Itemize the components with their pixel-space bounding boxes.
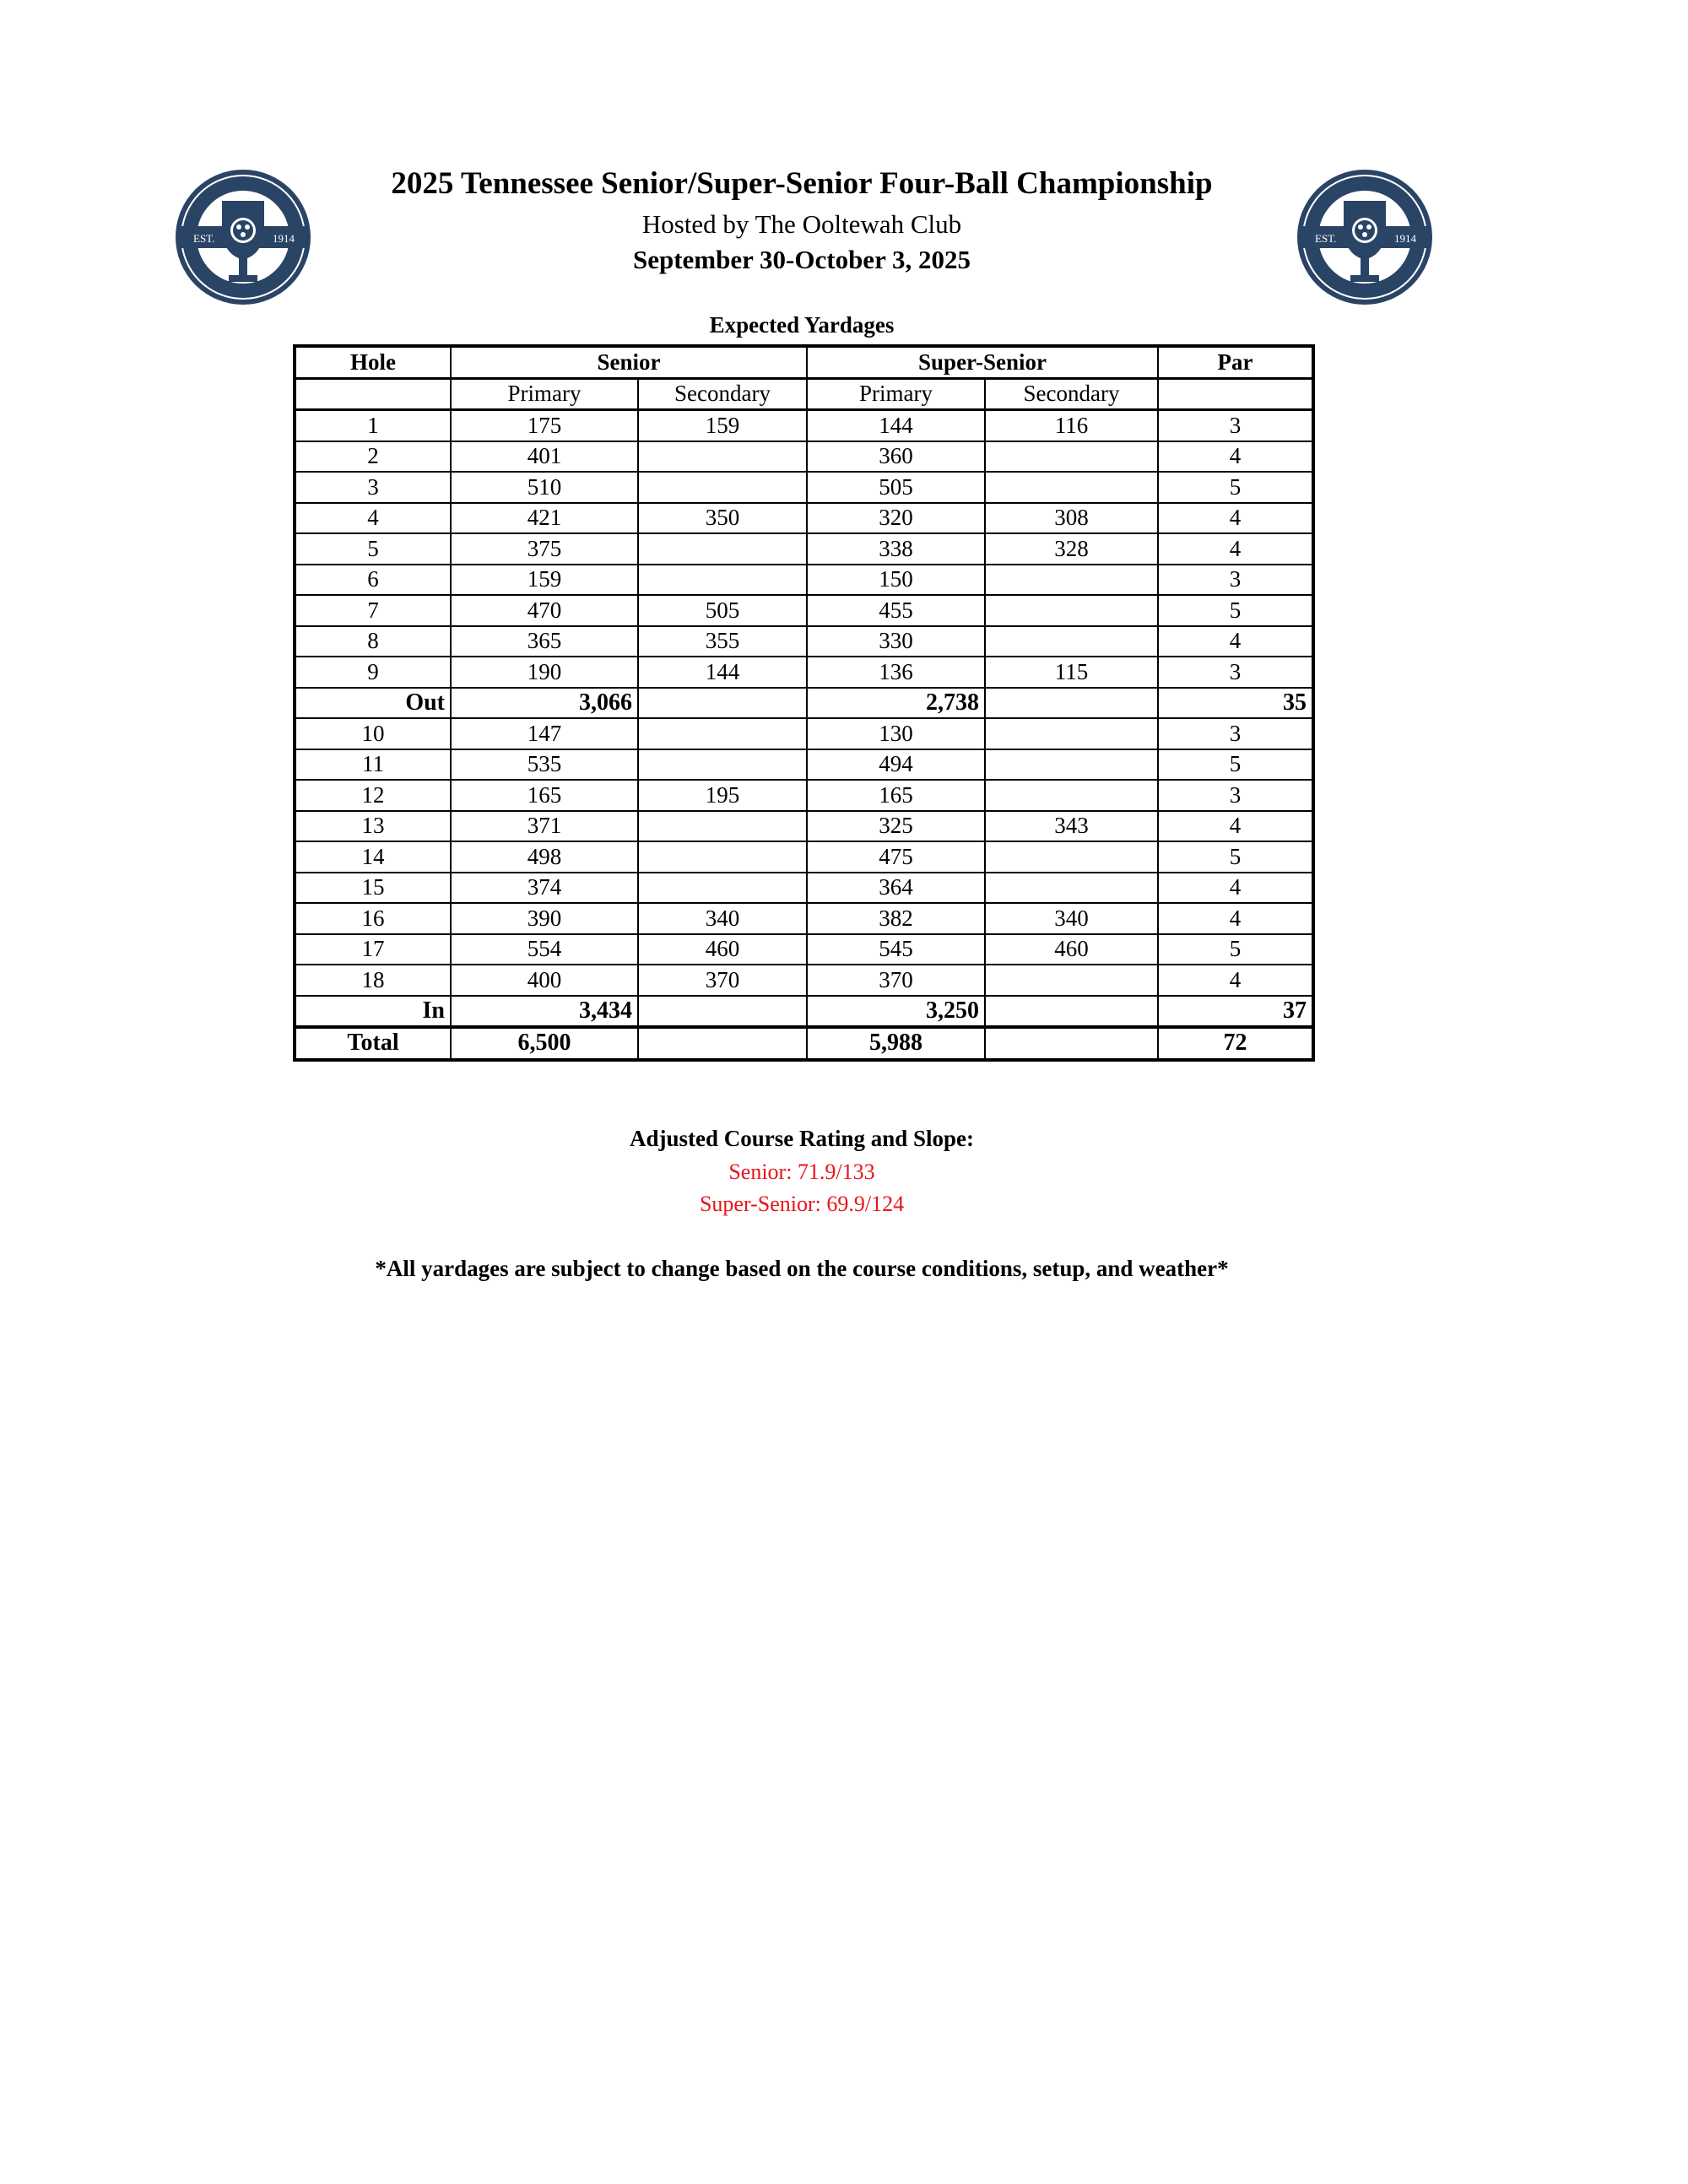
hole-cell: 11 — [295, 749, 451, 781]
hole-cell: 17 — [295, 934, 451, 965]
out-row — [295, 688, 1313, 719]
hole-cell: 16 — [295, 903, 451, 934]
super-senior-primary-cell: 455 — [807, 595, 985, 626]
hole-row — [295, 718, 1313, 749]
senior-primary-cell: 371 — [451, 811, 638, 842]
table-caption: Expected Yardages — [709, 312, 895, 338]
super-senior-secondary-cell — [985, 965, 1158, 996]
senior-secondary-cell: 195 — [638, 780, 807, 811]
total-super-senior-primary-cell: 5,988 — [807, 1027, 985, 1060]
par-cell: 5 — [1158, 934, 1313, 965]
super-senior-primary-cell: 150 — [807, 565, 985, 596]
senior-primary-cell: 147 — [451, 718, 638, 749]
super-senior-primary-cell: 364 — [807, 873, 985, 904]
super-senior-primary-cell: 494 — [807, 749, 985, 781]
in-row — [295, 996, 1313, 1028]
senior-primary-cell: 401 — [451, 441, 638, 473]
hole-row — [295, 657, 1313, 688]
svg-text:1914: 1914 — [273, 232, 295, 245]
in-par-cell: 37 — [1158, 996, 1313, 1028]
senior-secondary-cell — [638, 718, 807, 749]
par-cell: 4 — [1158, 626, 1313, 657]
hole-row — [295, 841, 1313, 873]
super-senior-primary-cell: 330 — [807, 626, 985, 657]
super-senior-primary-cell: 320 — [807, 503, 985, 534]
super-senior-primary-cell: 382 — [807, 903, 985, 934]
out-super-senior-secondary-cell — [985, 688, 1158, 719]
par-cell: 4 — [1158, 965, 1313, 996]
hole-cell: 9 — [295, 657, 451, 688]
senior-primary-header: Primary — [451, 378, 638, 410]
senior-secondary-cell — [638, 811, 807, 842]
super-senior-secondary-cell: 116 — [985, 410, 1158, 441]
hole-row — [295, 472, 1313, 503]
col-par: Par — [1158, 346, 1313, 378]
super-senior-secondary-cell — [985, 565, 1158, 596]
super-senior-primary-cell: 165 — [807, 780, 985, 811]
hole-row — [295, 749, 1313, 781]
super-senior-primary-cell: 545 — [807, 934, 985, 965]
hole-row — [295, 811, 1313, 842]
super-senior-secondary-cell — [985, 626, 1158, 657]
par-cell: 4 — [1158, 533, 1313, 565]
senior-primary-cell: 175 — [451, 410, 638, 441]
yardage-table — [293, 344, 1315, 1062]
par-cell: 5 — [1158, 749, 1313, 781]
total-super-senior-secondary-cell — [985, 1027, 1158, 1060]
hole-row — [295, 934, 1313, 965]
footnote: *All yardages are subject to change based on the course conditions, setup, and weather* — [375, 1256, 1229, 1281]
par-cell: 3 — [1158, 780, 1313, 811]
hole-cell: 8 — [295, 626, 451, 657]
hole-cell: 10 — [295, 718, 451, 749]
total-row — [295, 1027, 1313, 1060]
super-senior-primary-cell: 360 — [807, 441, 985, 473]
super-senior-primary-cell: 370 — [807, 965, 985, 996]
in-hole-cell: In — [295, 996, 451, 1028]
hole-cell: 13 — [295, 811, 451, 842]
senior-primary-cell: 421 — [451, 503, 638, 534]
senior-secondary-cell: 460 — [638, 934, 807, 965]
super-senior-secondary-cell — [985, 595, 1158, 626]
hole-cell: 5 — [295, 533, 451, 565]
super-senior-secondary-cell: 115 — [985, 657, 1158, 688]
senior-primary-cell: 159 — [451, 565, 638, 596]
super-senior-primary-cell: 475 — [807, 841, 985, 873]
hole-row — [295, 965, 1313, 996]
super-senior-secondary-cell — [985, 841, 1158, 873]
senior-secondary-cell: 505 — [638, 595, 807, 626]
hole-row — [295, 441, 1313, 473]
senior-secondary-cell: 159 — [638, 410, 807, 441]
super-senior-primary-cell: 130 — [807, 718, 985, 749]
hole-row — [295, 903, 1313, 934]
blank-cell — [295, 378, 451, 410]
host-club: Hosted by The Ooltewah Club — [641, 209, 962, 239]
hole-cell: 6 — [295, 565, 451, 596]
ratings-heading: Adjusted Course Rating and Slope: — [629, 1126, 975, 1151]
hole-cell: 7 — [295, 595, 451, 626]
hole-row — [295, 503, 1313, 534]
senior-primary-cell: 165 — [451, 780, 638, 811]
par-cell: 5 — [1158, 595, 1313, 626]
super-senior-primary-cell: 338 — [807, 533, 985, 565]
senior-primary-cell: 535 — [451, 749, 638, 781]
super-senior-secondary-cell: 328 — [985, 533, 1158, 565]
senior-primary-cell: 498 — [451, 841, 638, 873]
super-senior-secondary-cell — [985, 749, 1158, 781]
senior-rating: Senior: 71.9/133 — [728, 1160, 875, 1184]
super-senior-secondary-cell: 340 — [985, 903, 1158, 934]
hole-row — [295, 873, 1313, 904]
senior-secondary-cell — [638, 873, 807, 904]
super-senior-secondary-cell — [985, 780, 1158, 811]
super-senior-secondary-cell: 343 — [985, 811, 1158, 842]
hole-cell: 3 — [295, 472, 451, 503]
out-super-senior-primary-cell: 2,738 — [807, 688, 985, 719]
event-dates: September 30-October 3, 2025 — [632, 245, 971, 274]
par-cell: 3 — [1158, 718, 1313, 749]
in-senior-secondary-cell — [638, 996, 807, 1028]
hole-cell: 1 — [295, 410, 451, 441]
hole-cell: 2 — [295, 441, 451, 473]
senior-secondary-cell: 144 — [638, 657, 807, 688]
in-senior-primary-cell: 3,434 — [451, 996, 638, 1028]
senior-secondary-cell: 355 — [638, 626, 807, 657]
hole-row — [295, 626, 1313, 657]
senior-secondary-cell — [638, 472, 807, 503]
senior-secondary-cell — [638, 749, 807, 781]
super-senior-secondary-cell — [985, 873, 1158, 904]
hole-row — [295, 410, 1313, 441]
hole-row — [295, 565, 1313, 596]
senior-secondary-cell: 340 — [638, 903, 807, 934]
senior-secondary-cell — [638, 565, 807, 596]
page-title: 2025 Tennessee Senior/Super-Senior Four-Ball Championship — [391, 166, 1213, 201]
par-cell: 5 — [1158, 472, 1313, 503]
senior-secondary-cell: 370 — [638, 965, 807, 996]
senior-primary-cell: 510 — [451, 472, 638, 503]
super-senior-secondary-cell: 460 — [985, 934, 1158, 965]
senior-primary-cell: 470 — [451, 595, 638, 626]
hole-row — [295, 533, 1313, 565]
par-cell: 3 — [1158, 657, 1313, 688]
out-senior-primary-cell: 3,066 — [451, 688, 638, 719]
col-senior: Senior — [451, 346, 807, 378]
super-senior-primary-cell: 505 — [807, 472, 985, 503]
par-cell: 5 — [1158, 841, 1313, 873]
svg-text:1914: 1914 — [1394, 232, 1416, 245]
super-senior-primary-header: Primary — [807, 378, 985, 410]
total-par-cell: 72 — [1158, 1027, 1313, 1060]
out-par-cell: 35 — [1158, 688, 1313, 719]
out-senior-secondary-cell — [638, 688, 807, 719]
super-senior-primary-cell: 136 — [807, 657, 985, 688]
svg-text:EST.: EST. — [1315, 232, 1337, 245]
col-super-senior: Super-Senior — [807, 346, 1158, 378]
subheader-row — [295, 378, 1313, 410]
par-cell: 4 — [1158, 903, 1313, 934]
senior-primary-cell: 190 — [451, 657, 638, 688]
senior-secondary-cell — [638, 441, 807, 473]
senior-secondary-cell: 350 — [638, 503, 807, 534]
super-senior-secondary-header: Secondary — [985, 378, 1158, 410]
senior-secondary-cell — [638, 841, 807, 873]
super-senior-secondary-cell — [985, 718, 1158, 749]
par-cell: 4 — [1158, 503, 1313, 534]
in-super-senior-secondary-cell — [985, 996, 1158, 1028]
par-cell: 4 — [1158, 441, 1313, 473]
par-cell: 3 — [1158, 410, 1313, 441]
senior-primary-cell: 374 — [451, 873, 638, 904]
blank-cell — [1158, 378, 1313, 410]
super-senior-secondary-cell — [985, 472, 1158, 503]
header-row — [295, 346, 1313, 378]
super-senior-secondary-cell: 308 — [985, 503, 1158, 534]
senior-primary-cell: 390 — [451, 903, 638, 934]
super-senior-primary-cell: 144 — [807, 410, 985, 441]
super-senior-rating: Super-Senior: 69.9/124 — [699, 1192, 905, 1216]
senior-primary-cell: 400 — [451, 965, 638, 996]
out-hole-cell: Out — [295, 688, 451, 719]
par-cell: 3 — [1158, 565, 1313, 596]
par-cell: 4 — [1158, 811, 1313, 842]
hole-cell: 18 — [295, 965, 451, 996]
hole-row — [295, 780, 1313, 811]
senior-secondary-header: Secondary — [638, 378, 807, 410]
senior-primary-cell: 375 — [451, 533, 638, 565]
senior-primary-cell: 554 — [451, 934, 638, 965]
par-cell: 4 — [1158, 873, 1313, 904]
hole-row — [295, 595, 1313, 626]
super-senior-secondary-cell — [985, 441, 1158, 473]
hole-cell: 12 — [295, 780, 451, 811]
senior-primary-cell: 365 — [451, 626, 638, 657]
total-senior-secondary-cell — [638, 1027, 807, 1060]
total-senior-primary-cell: 6,500 — [451, 1027, 638, 1060]
hole-cell: 4 — [295, 503, 451, 534]
senior-secondary-cell — [638, 533, 807, 565]
in-super-senior-primary-cell: 3,250 — [807, 996, 985, 1028]
hole-cell: 14 — [295, 841, 451, 873]
hole-cell: 15 — [295, 873, 451, 904]
col-hole: Hole — [295, 346, 451, 378]
total-hole-cell: Total — [295, 1027, 451, 1060]
super-senior-primary-cell: 325 — [807, 811, 985, 842]
svg-text:EST.: EST. — [193, 232, 215, 245]
